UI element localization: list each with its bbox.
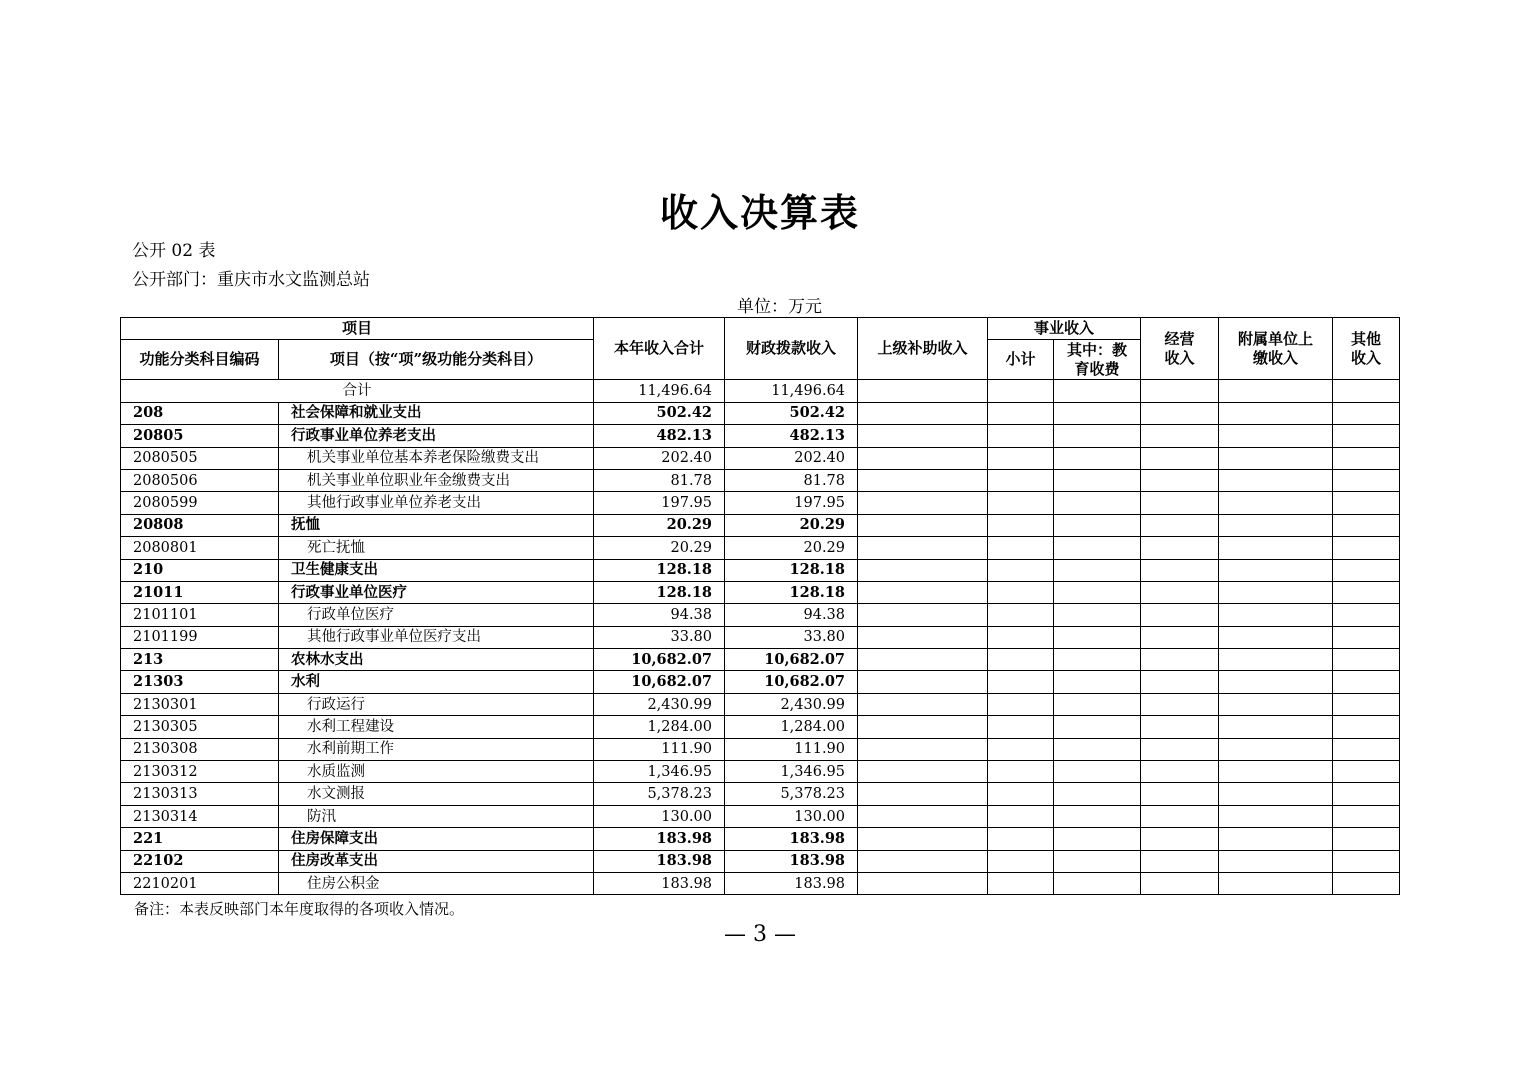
row-affiliated: [1219, 492, 1333, 514]
row-operating: [1141, 738, 1219, 760]
row-code: 2130301: [121, 693, 279, 715]
row-operating: [1141, 828, 1219, 850]
row-subtotal: [988, 492, 1054, 514]
row-subtotal: [988, 447, 1054, 469]
page-title: 收入决算表: [659, 190, 860, 235]
total-row: [121, 380, 1400, 402]
row-other: [1333, 604, 1400, 626]
row-other: [1333, 492, 1400, 514]
table-row: [121, 738, 1400, 760]
row-other: [1333, 469, 1400, 491]
row-name: 水质监测: [279, 761, 594, 783]
row-other: [1333, 626, 1400, 648]
table-row: [121, 425, 1400, 447]
header-business-group: 事业收入: [988, 318, 1141, 340]
row-subtotal: [988, 805, 1054, 827]
row-superior: [858, 469, 988, 491]
header-code: 功能分类科目编码: [121, 340, 279, 380]
row-affiliated: [1219, 469, 1333, 491]
row-total: 128.18: [594, 559, 725, 581]
row-other: [1333, 649, 1400, 671]
unit-label: 单位：万元: [737, 297, 822, 317]
header-subtotal: 小计: [988, 340, 1054, 380]
row-education: [1054, 761, 1141, 783]
row-operating: [1141, 716, 1219, 738]
row-total: 20.29: [594, 537, 725, 559]
row-operating: [1141, 492, 1219, 514]
row-operating: [1141, 671, 1219, 693]
row-name: 行政事业单位医疗: [279, 581, 594, 603]
row-fiscal: 10,682.07: [725, 649, 858, 671]
table-row: [121, 649, 1400, 671]
row-other: [1333, 805, 1400, 827]
row-subtotal: [988, 626, 1054, 648]
table-row: [121, 514, 1400, 536]
table-row: [121, 559, 1400, 581]
row-name: 社会保障和就业支出: [279, 402, 594, 424]
row-affiliated: [1219, 738, 1333, 760]
header-education: 其中：教育收费: [1054, 340, 1141, 380]
row-education: [1054, 693, 1141, 715]
row-other: [1333, 425, 1400, 447]
row-total: 20.29: [594, 514, 725, 536]
row-fiscal: 2,430.99: [725, 693, 858, 715]
row-code: 2130314: [121, 805, 279, 827]
row-fiscal: 1,284.00: [725, 716, 858, 738]
row-fiscal: 482.13: [725, 425, 858, 447]
row-total: 10,682.07: [594, 649, 725, 671]
row-code: 22102: [121, 850, 279, 872]
row-fiscal: 94.38: [725, 604, 858, 626]
table-row: [121, 693, 1400, 715]
row-education: [1054, 469, 1141, 491]
row-operating: [1141, 850, 1219, 872]
row-code: 20805: [121, 425, 279, 447]
header-total: 本年收入合计: [594, 318, 725, 380]
total-operating: [1141, 380, 1219, 402]
table-row: [121, 402, 1400, 424]
row-other: [1333, 537, 1400, 559]
row-name: 住房保障支出: [279, 828, 594, 850]
row-affiliated: [1219, 537, 1333, 559]
row-name: 其他行政事业单位医疗支出: [279, 626, 594, 648]
row-total: 1,346.95: [594, 761, 725, 783]
row-other: [1333, 872, 1400, 894]
row-total: 1,284.00: [594, 716, 725, 738]
table-row: [121, 492, 1400, 514]
table-row: [121, 872, 1400, 894]
row-subtotal: [988, 469, 1054, 491]
row-superior: [858, 738, 988, 760]
row-fiscal: 502.42: [725, 402, 858, 424]
table-number: 公开 02 表: [132, 241, 216, 261]
row-operating: [1141, 514, 1219, 536]
row-affiliated: [1219, 805, 1333, 827]
row-operating: [1141, 402, 1219, 424]
row-fiscal: 81.78: [725, 469, 858, 491]
row-total: 5,378.23: [594, 783, 725, 805]
row-superior: [858, 671, 988, 693]
row-education: [1054, 581, 1141, 603]
row-fiscal: 202.40: [725, 447, 858, 469]
row-superior: [858, 492, 988, 514]
row-name: 行政运行: [279, 693, 594, 715]
total-subtotal: [988, 380, 1054, 402]
row-total: 202.40: [594, 447, 725, 469]
row-operating: [1141, 872, 1219, 894]
row-fiscal: 197.95: [725, 492, 858, 514]
row-code: 213: [121, 649, 279, 671]
table-row: [121, 783, 1400, 805]
header-affiliated: 附属单位上缴收入: [1219, 318, 1333, 380]
row-total: 130.00: [594, 805, 725, 827]
row-code: 221: [121, 828, 279, 850]
row-fiscal: 5,378.23: [725, 783, 858, 805]
row-subtotal: [988, 581, 1054, 603]
row-superior: [858, 447, 988, 469]
row-name: 行政事业单位养老支出: [279, 425, 594, 447]
total-affiliated: [1219, 380, 1333, 402]
row-superior: [858, 649, 988, 671]
total-education: [1054, 380, 1141, 402]
footnote: 备注：本表反映部门本年度取得的各项收入情况。: [134, 900, 465, 918]
row-name: 其他行政事业单位养老支出: [279, 492, 594, 514]
row-code: 2080801: [121, 537, 279, 559]
row-affiliated: [1219, 581, 1333, 603]
row-affiliated: [1219, 604, 1333, 626]
row-code: 2101199: [121, 626, 279, 648]
row-operating: [1141, 425, 1219, 447]
row-other: [1333, 581, 1400, 603]
row-other: [1333, 828, 1400, 850]
row-fiscal: 20.29: [725, 537, 858, 559]
row-name: 机关事业单位基本养老保险缴费支出: [279, 447, 594, 469]
header-operating: 经营收入: [1141, 318, 1219, 380]
row-education: [1054, 559, 1141, 581]
row-code: 210: [121, 559, 279, 581]
row-subtotal: [988, 671, 1054, 693]
row-affiliated: [1219, 850, 1333, 872]
row-superior: [858, 559, 988, 581]
row-name: 死亡抚恤: [279, 537, 594, 559]
row-superior: [858, 783, 988, 805]
row-affiliated: [1219, 649, 1333, 671]
row-superior: [858, 716, 988, 738]
row-education: [1054, 783, 1141, 805]
table-row: [121, 469, 1400, 491]
row-name: 水利: [279, 671, 594, 693]
table-row: [121, 604, 1400, 626]
total-amount: 11,496.64: [594, 380, 725, 402]
row-total: 183.98: [594, 828, 725, 850]
row-total: 111.90: [594, 738, 725, 760]
row-total: 2,430.99: [594, 693, 725, 715]
row-affiliated: [1219, 447, 1333, 469]
row-affiliated: [1219, 559, 1333, 581]
row-affiliated: [1219, 402, 1333, 424]
row-code: 2210201: [121, 872, 279, 894]
row-affiliated: [1219, 783, 1333, 805]
row-subtotal: [988, 693, 1054, 715]
row-total: 94.38: [594, 604, 725, 626]
row-name: 卫生健康支出: [279, 559, 594, 581]
row-superior: [858, 828, 988, 850]
row-total: 197.95: [594, 492, 725, 514]
row-affiliated: [1219, 761, 1333, 783]
row-code: 20808: [121, 514, 279, 536]
header-name: 项目（按“项”级功能分类科目）: [279, 340, 594, 380]
row-total: 128.18: [594, 581, 725, 603]
row-other: [1333, 447, 1400, 469]
row-education: [1054, 537, 1141, 559]
row-subtotal: [988, 604, 1054, 626]
row-name: 住房改革支出: [279, 850, 594, 872]
department-label: 公开部门：重庆市水文监测总站: [132, 270, 370, 290]
row-total: 183.98: [594, 850, 725, 872]
row-total: 482.13: [594, 425, 725, 447]
table-row: [121, 626, 1400, 648]
row-other: [1333, 514, 1400, 536]
row-superior: [858, 514, 988, 536]
row-operating: [1141, 626, 1219, 648]
row-subtotal: [988, 783, 1054, 805]
table-row: [121, 805, 1400, 827]
row-affiliated: [1219, 693, 1333, 715]
row-affiliated: [1219, 671, 1333, 693]
income-table: [120, 317, 1400, 895]
row-operating: [1141, 559, 1219, 581]
row-other: [1333, 402, 1400, 424]
row-fiscal: 33.80: [725, 626, 858, 648]
row-affiliated: [1219, 828, 1333, 850]
row-operating: [1141, 649, 1219, 671]
row-code: 2130312: [121, 761, 279, 783]
row-code: 21011: [121, 581, 279, 603]
row-affiliated: [1219, 626, 1333, 648]
row-fiscal: 1,346.95: [725, 761, 858, 783]
row-operating: [1141, 469, 1219, 491]
total-fiscal: 11,496.64: [725, 380, 858, 402]
row-subtotal: [988, 514, 1054, 536]
row-fiscal: 10,682.07: [725, 671, 858, 693]
row-other: [1333, 693, 1400, 715]
row-affiliated: [1219, 425, 1333, 447]
row-name: 行政单位医疗: [279, 604, 594, 626]
row-education: [1054, 604, 1141, 626]
row-code: 2080506: [121, 469, 279, 491]
row-education: [1054, 850, 1141, 872]
row-fiscal: 111.90: [725, 738, 858, 760]
row-fiscal: 130.00: [725, 805, 858, 827]
header-fiscal: 财政拨款收入: [725, 318, 858, 380]
row-code: 2130313: [121, 783, 279, 805]
table-row: [121, 761, 1400, 783]
row-education: [1054, 716, 1141, 738]
row-code: 21303: [121, 671, 279, 693]
row-superior: [858, 850, 988, 872]
row-fiscal: 183.98: [725, 828, 858, 850]
row-subtotal: [988, 761, 1054, 783]
total-other: [1333, 380, 1400, 402]
row-name: 水利工程建设: [279, 716, 594, 738]
row-total: 81.78: [594, 469, 725, 491]
row-total: 33.80: [594, 626, 725, 648]
table-row: [121, 537, 1400, 559]
row-education: [1054, 626, 1141, 648]
row-subtotal: [988, 828, 1054, 850]
row-superior: [858, 872, 988, 894]
table-row: [121, 850, 1400, 872]
row-total: 502.42: [594, 402, 725, 424]
row-code: 2130308: [121, 738, 279, 760]
row-name: 住房公积金: [279, 872, 594, 894]
row-superior: [858, 581, 988, 603]
row-name: 农林水支出: [279, 649, 594, 671]
row-name: 防汛: [279, 805, 594, 827]
row-subtotal: [988, 850, 1054, 872]
row-superior: [858, 425, 988, 447]
row-code: 2101101: [121, 604, 279, 626]
row-other: [1333, 761, 1400, 783]
row-other: [1333, 671, 1400, 693]
row-superior: [858, 537, 988, 559]
row-name: 机关事业单位职业年金缴费支出: [279, 469, 594, 491]
row-fiscal: 20.29: [725, 514, 858, 536]
row-operating: [1141, 693, 1219, 715]
page-number: — 3 —: [724, 922, 796, 947]
header-superior: 上级补助收入: [858, 318, 988, 380]
row-education: [1054, 447, 1141, 469]
total-label: 合计: [121, 380, 594, 402]
table-row: [121, 447, 1400, 469]
row-operating: [1141, 537, 1219, 559]
row-affiliated: [1219, 514, 1333, 536]
row-superior: [858, 693, 988, 715]
row-other: [1333, 850, 1400, 872]
row-operating: [1141, 447, 1219, 469]
row-name: 抚恤: [279, 514, 594, 536]
row-education: [1054, 828, 1141, 850]
row-other: [1333, 738, 1400, 760]
row-education: [1054, 492, 1141, 514]
row-superior: [858, 604, 988, 626]
row-subtotal: [988, 559, 1054, 581]
row-subtotal: [988, 738, 1054, 760]
row-operating: [1141, 604, 1219, 626]
row-name: 水利前期工作: [279, 738, 594, 760]
row-total: 10,682.07: [594, 671, 725, 693]
table-row: [121, 671, 1400, 693]
row-total: 183.98: [594, 872, 725, 894]
header-other: 其他收入: [1333, 318, 1400, 380]
row-subtotal: [988, 537, 1054, 559]
row-operating: [1141, 761, 1219, 783]
row-education: [1054, 671, 1141, 693]
row-education: [1054, 649, 1141, 671]
row-other: [1333, 783, 1400, 805]
row-superior: [858, 626, 988, 648]
table-row: [121, 581, 1400, 603]
row-superior: [858, 805, 988, 827]
row-education: [1054, 805, 1141, 827]
row-education: [1054, 402, 1141, 424]
row-operating: [1141, 805, 1219, 827]
row-education: [1054, 738, 1141, 760]
row-subtotal: [988, 716, 1054, 738]
total-superior: [858, 380, 988, 402]
row-code: 2080599: [121, 492, 279, 514]
row-other: [1333, 716, 1400, 738]
table-row: [121, 828, 1400, 850]
header-item-group: 项目: [121, 318, 594, 340]
row-affiliated: [1219, 716, 1333, 738]
row-operating: [1141, 581, 1219, 603]
row-code: 2130305: [121, 716, 279, 738]
row-education: [1054, 872, 1141, 894]
row-code: 2080505: [121, 447, 279, 469]
row-fiscal: 183.98: [725, 850, 858, 872]
row-subtotal: [988, 425, 1054, 447]
row-fiscal: 128.18: [725, 581, 858, 603]
row-subtotal: [988, 649, 1054, 671]
table-row: [121, 716, 1400, 738]
row-other: [1333, 559, 1400, 581]
row-fiscal: 183.98: [725, 872, 858, 894]
row-code: 208: [121, 402, 279, 424]
row-operating: [1141, 783, 1219, 805]
row-education: [1054, 514, 1141, 536]
row-name: 水文测报: [279, 783, 594, 805]
row-affiliated: [1219, 872, 1333, 894]
row-education: [1054, 425, 1141, 447]
row-fiscal: 128.18: [725, 559, 858, 581]
row-superior: [858, 402, 988, 424]
row-subtotal: [988, 872, 1054, 894]
row-subtotal: [988, 402, 1054, 424]
row-superior: [858, 761, 988, 783]
